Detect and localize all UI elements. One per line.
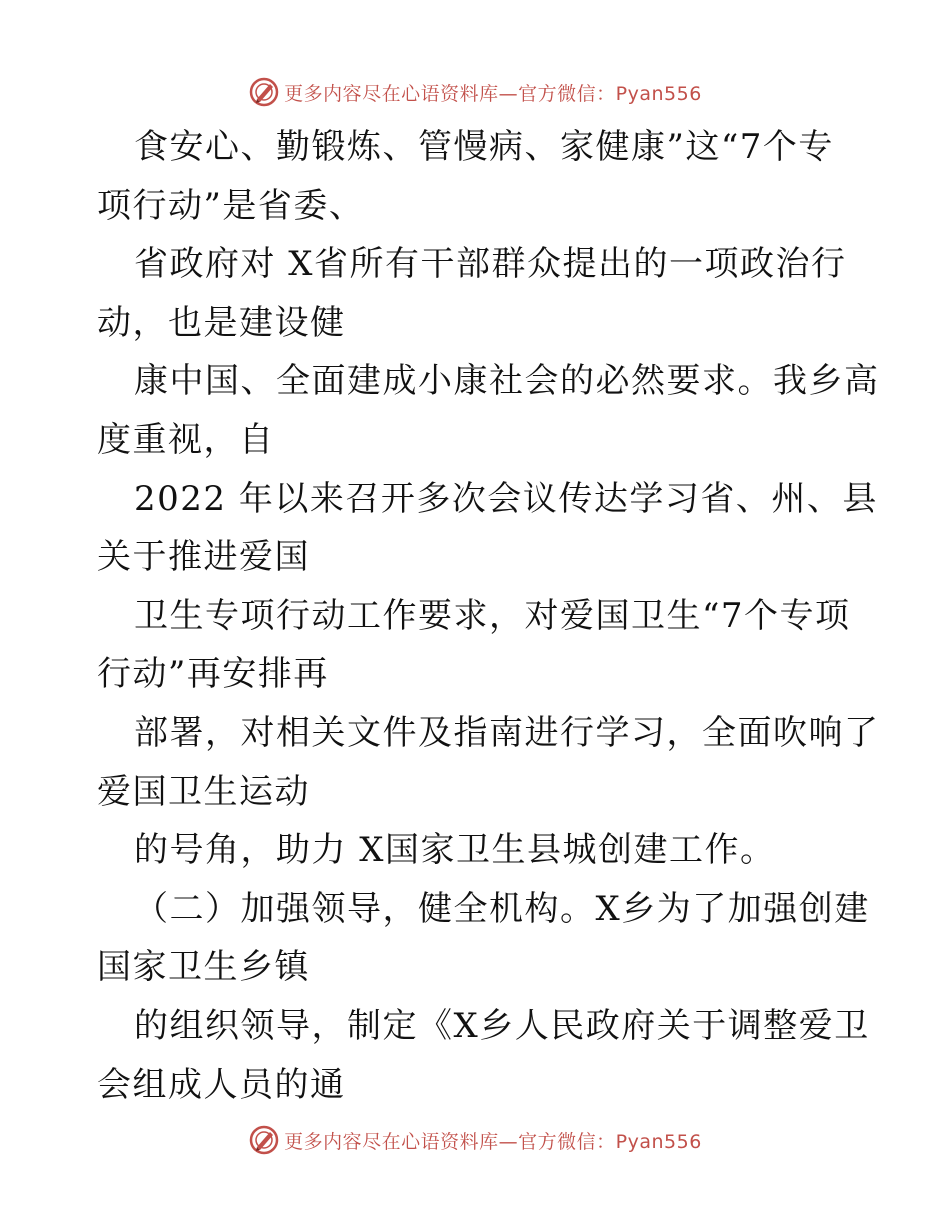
text-line: 国家卫生乡镇 (97, 947, 310, 988)
text-line: （二）加强领导，健全机构。X乡为了加强创建 (134, 888, 870, 929)
text-line: 度重视，自 (97, 420, 275, 460)
watermark-text: 更多内容尽在心语资料库—官方微信：Pyan556 (284, 82, 702, 105)
text-line: 动，也是建设健 (97, 302, 346, 343)
pen-logo-icon (248, 76, 280, 108)
text-line: 关于推进爱国 (97, 537, 310, 578)
text-line: 会组成人员的通 (97, 1064, 346, 1105)
text-line: 省政府对 X省所有干部群众提出的一项政治行 (134, 244, 847, 285)
text-line: 食安心、勤锻炼、管慢病、家健康”这“7个专 (134, 127, 834, 167)
text-line: 卫生专项行动工作要求，对爱国卫生“7个专项 (134, 595, 851, 636)
header-watermark (0, 72, 950, 112)
footer-watermark (0, 1120, 950, 1160)
pen-logo-icon (248, 1124, 280, 1156)
text-line: 2022 年以来召开多次会议传达学习省、州、县 (134, 478, 878, 519)
text-line: 康中国、全面建成小康社会的必然要求。我乡高 (134, 361, 880, 402)
text-line: 部署，对相关文件及指南进行学习，全面吹响了 (134, 713, 880, 753)
watermark-text: 更多内容尽在心语资料库—官方微信：Pyan556 (284, 1130, 702, 1153)
text-line: 的组织领导，制定《X乡人民政府关于调整爱卫 (134, 1006, 870, 1046)
text-line: 项行动”是省委、 (97, 185, 365, 226)
text-line: 行动”再安排再 (97, 654, 329, 695)
text-line: 爱国卫生运动 (97, 771, 310, 812)
text-line: 的号角，助力 X国家卫生县城创建工作。 (134, 830, 776, 871)
